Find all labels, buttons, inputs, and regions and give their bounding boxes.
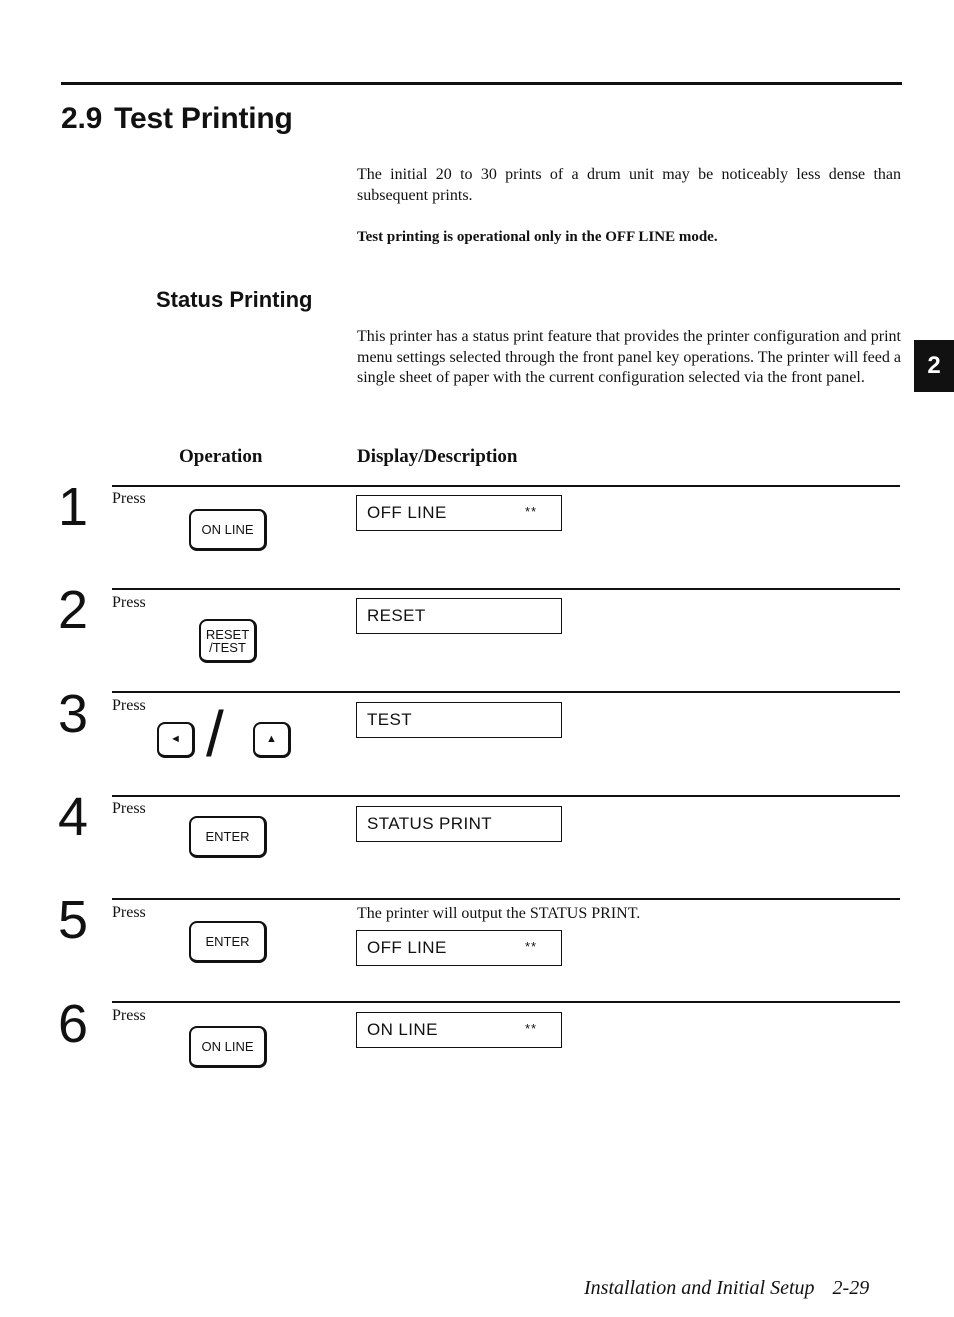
lcd-text: RESET [367,606,426,625]
step-action: Press [112,904,146,921]
lcd-stars: ** [525,939,538,954]
lcd-text: STATUS PRINT [367,814,493,833]
step-number: 5 [58,890,89,950]
enter-key: ENTER [189,816,267,858]
step-number: 6 [58,994,89,1054]
section-title-text: Test Printing [114,102,293,135]
lcd-text: OFF LINE [367,503,447,522]
page-footer [584,1277,869,1300]
key-separator: / [206,698,224,770]
column-header-description: Display/Description [357,446,518,467]
step-action: Press [112,1007,146,1024]
lcd-stars: ** [525,1021,538,1036]
footer-title: Installation and Initial Setup [584,1277,815,1299]
step-divider [112,898,900,900]
section-number: 2.9 [61,102,103,135]
step-divider [112,1001,900,1003]
step-number: 1 [58,477,89,537]
step-number: 2 [58,580,89,640]
up-arrow-key [253,722,291,758]
subsection-title: Status Printing [156,287,313,312]
enter-key: ENTER [189,921,267,963]
lcd-display [356,1012,562,1048]
lcd-stars: ** [525,504,538,519]
online-key: ON LINE [189,1026,267,1068]
lcd-display [356,806,562,842]
step-action: Press [112,490,146,507]
column-header-operation: Operation [179,446,263,467]
section-title [61,102,293,136]
step-action: Press [112,800,146,817]
lcd-display [356,495,562,531]
step-action: Press [112,697,146,714]
step-number: 4 [58,787,89,847]
lcd-text: ON LINE [367,1020,438,1039]
lcd-text: OFF LINE [367,938,447,957]
lcd-text: TEST [367,710,413,729]
lcd-display [356,702,562,738]
step-note: The printer will output the STATUS PRINT. [357,905,641,922]
lcd-display [356,598,562,634]
step-action: Press [112,594,146,611]
step-divider [112,485,900,487]
lcd-display [356,930,562,966]
subsection-description: This printer has a status print feature that provides the printer configuration and print menu settings selected through the front panel key operations. The printer will feed a single sheet of paper with the current configuration selected via the front panel. [357,328,901,386]
step-divider [112,691,900,693]
left-arrow-icon: ◄ [170,733,181,745]
reset-test-key [199,619,257,663]
key-label-line2: /TEST [209,639,246,655]
key-label-line1: RESET [205,626,250,642]
up-arrow-icon: ▲ [266,733,277,745]
offline-note: Test printing is operational only in the OFF LINE mode. [357,229,718,245]
chapter-tab: 2 [914,340,954,392]
step-number: 3 [58,684,89,744]
intro-paragraph: The initial 20 to 30 prints of a drum unit may be noticeably less dense than subsequent prints. [357,166,901,204]
page-number: 2-29 [832,1277,870,1299]
online-key: ON LINE [189,509,267,551]
top-rule [61,82,902,85]
step-divider [112,588,900,590]
step-divider [112,795,900,797]
left-arrow-key [157,722,195,758]
